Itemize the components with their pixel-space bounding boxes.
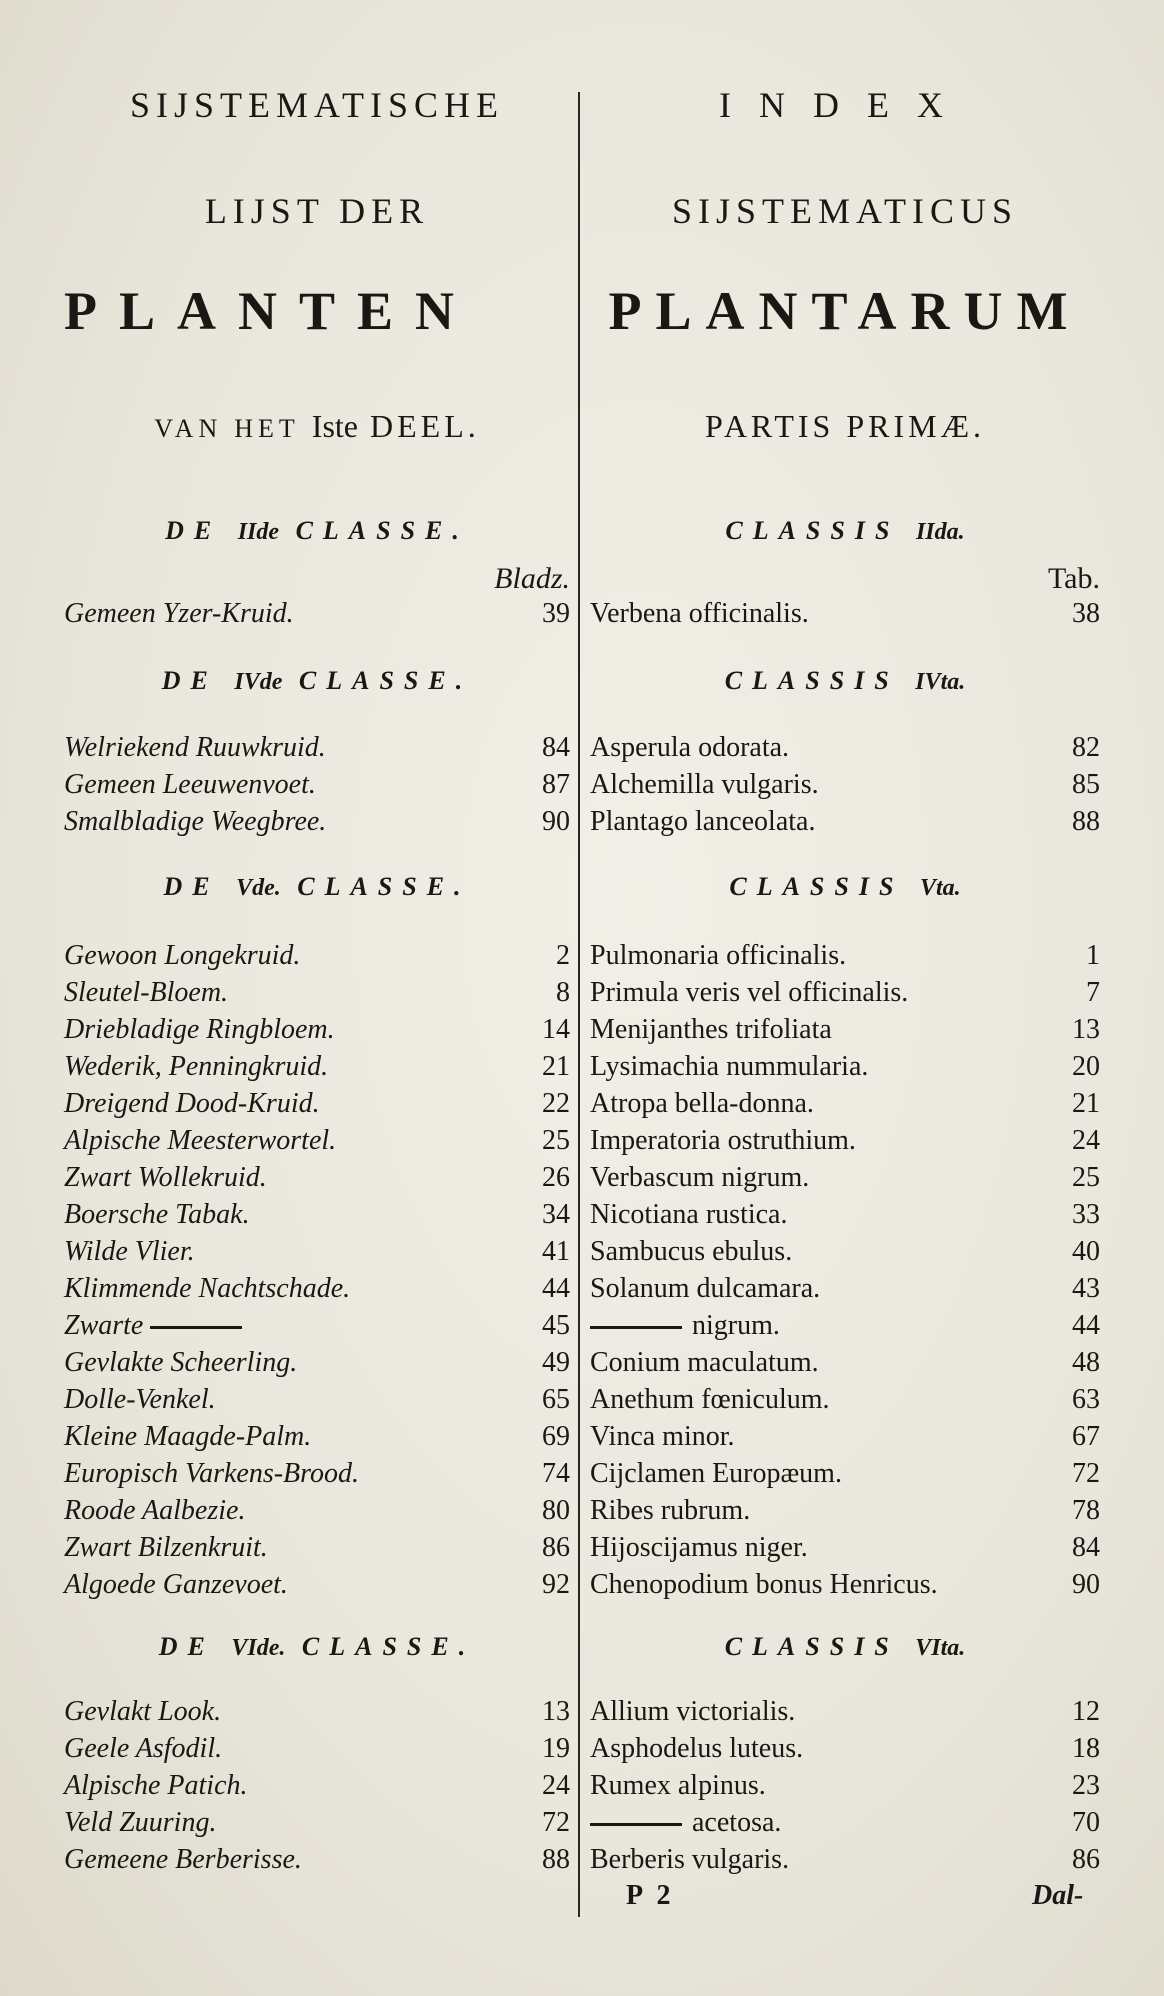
section-ordinal: Vta.	[919, 875, 961, 901]
list-item	[590, 1199, 1100, 1236]
list-item	[64, 1125, 570, 1162]
section-ordinal: IVta.	[915, 669, 966, 695]
section-suffix: CLASSE.	[298, 666, 473, 695]
right-entries-classis-v	[590, 940, 1100, 1606]
list-item	[64, 1770, 570, 1807]
entry-page: 14	[542, 1014, 570, 1045]
list-item	[590, 1569, 1100, 1606]
entry-page: 86	[542, 1532, 570, 1563]
signature-mark: P 2	[626, 1880, 675, 1911]
list-item	[590, 769, 1100, 806]
entry-name: Algoede Ganzevoet.	[64, 1569, 288, 1600]
right-heading-line4: PARTIS PRIMÆ.	[704, 408, 986, 444]
list-item	[590, 1162, 1100, 1199]
entry-page: 18	[1072, 1733, 1100, 1764]
entry-page: 70	[1072, 1807, 1100, 1838]
left-heading-line4	[64, 408, 570, 445]
entry-name: Asperula odorata.	[590, 732, 790, 763]
entry-name: Ribes rubrum.	[590, 1495, 751, 1526]
list-item	[64, 940, 570, 977]
entry-page: 65	[542, 1384, 570, 1415]
right-heading-line2: SIJSTEMATICUS	[671, 191, 1019, 231]
entry-page: 44	[542, 1273, 570, 1304]
list-item	[64, 1421, 570, 1458]
entry-page: 87	[542, 769, 570, 800]
entry-page: 25	[542, 1125, 570, 1156]
entry-page: 48	[1072, 1347, 1100, 1378]
list-item	[590, 1125, 1100, 1162]
catchword: Dal-	[1032, 1880, 1084, 1911]
entry-name: Gevlakt Look.	[64, 1696, 222, 1727]
entry-name: Nicotiana rustica.	[590, 1199, 788, 1230]
entry-name: Geele Asfodil.	[64, 1733, 223, 1764]
left-entries-section-iv	[64, 732, 570, 843]
list-item	[64, 1162, 570, 1199]
list-item	[590, 598, 1100, 635]
section-prefix: CLASSIS	[729, 872, 904, 901]
entry-name: Wilde Vlier.	[64, 1236, 195, 1267]
section-ordinal: VIde.	[231, 1635, 286, 1661]
left-section-heading	[64, 666, 570, 696]
entry-page: 74	[542, 1458, 570, 1489]
left-section-heading	[64, 516, 570, 546]
entry-name: Anethum fœniculum.	[590, 1384, 830, 1415]
entry-page: 49	[542, 1347, 570, 1378]
section-suffix: CLASSE.	[301, 1632, 476, 1661]
list-item	[590, 1051, 1100, 1088]
entry-name: Smalbladige Weegbree.	[64, 806, 327, 837]
entry-page: 88	[542, 1844, 570, 1875]
entry-page: 90	[542, 806, 570, 837]
list-item	[64, 1014, 570, 1051]
left-heading-line1: SIJSTEMATISCHE	[129, 85, 505, 125]
entry-name: Cijclamen Europæum.	[590, 1458, 842, 1489]
entry-page: 26	[542, 1162, 570, 1193]
entry-page: 7	[1086, 977, 1100, 1008]
section-prefix: CLASSIS	[724, 666, 899, 695]
section-prefix: CLASSIS	[725, 516, 900, 545]
entry-page: 84	[542, 732, 570, 763]
list-item	[64, 732, 570, 769]
list-item	[64, 1310, 570, 1347]
list-item	[590, 1014, 1100, 1051]
entry-page: 33	[1072, 1199, 1100, 1230]
entry-name: Verbascum nigrum.	[590, 1162, 810, 1193]
list-item	[590, 1088, 1100, 1125]
right-heading-line1: INDEX	[719, 85, 971, 125]
section-prefix: DE	[163, 872, 220, 901]
entry-name: Zwarte	[64, 1310, 144, 1341]
list-item	[64, 1458, 570, 1495]
entry-page: 84	[1072, 1532, 1100, 1563]
entry-name: Alpische Meesterwortel.	[64, 1125, 337, 1156]
entry-name: Berberis vulgaris.	[590, 1844, 790, 1875]
entry-name: Pulmonaria officinalis.	[590, 940, 847, 971]
entry-page: 1	[1086, 940, 1100, 971]
left-h4-van: VAN	[154, 414, 223, 443]
right-column-head: Tab.	[1047, 562, 1100, 595]
list-item	[64, 1273, 570, 1310]
entry-name: Gevlakte Scheerling.	[64, 1347, 298, 1378]
entry-page: 20	[1072, 1051, 1100, 1082]
list-item	[64, 1384, 570, 1421]
entry-page: 13	[542, 1696, 570, 1727]
list-item	[64, 1844, 570, 1881]
list-item	[590, 806, 1100, 843]
entry-name: Gewoon Longekruid.	[64, 940, 301, 971]
left-h4-het: HET	[234, 414, 300, 443]
entry-name: Atropa bella-donna.	[590, 1088, 814, 1119]
list-item	[64, 1807, 570, 1844]
list-item	[64, 1199, 570, 1236]
entry-page: 38	[1072, 598, 1100, 629]
left-entries-section-ii	[64, 598, 570, 635]
left-section-heading	[64, 1632, 570, 1662]
entry-name: Zwart Bilzenkruit.	[64, 1532, 268, 1563]
entry-name: Rumex alpinus.	[590, 1770, 766, 1801]
list-item	[64, 598, 570, 635]
entry-page: 85	[1072, 769, 1100, 800]
entry-page: 24	[542, 1770, 570, 1801]
entry-name: Dreigend Dood-Kruid.	[64, 1088, 320, 1119]
entry-name: nigrum.	[692, 1310, 780, 1341]
section-prefix: DE	[161, 666, 218, 695]
entry-page: 86	[1072, 1844, 1100, 1875]
ditto-dash	[590, 1823, 682, 1826]
right-section-heading	[590, 666, 1100, 696]
left-h4-part: Iste	[311, 408, 358, 444]
entry-name: Wederik, Penningkruid.	[64, 1051, 329, 1082]
entry-name: Solanum dulcamara.	[590, 1273, 821, 1304]
entry-page: 25	[1072, 1162, 1100, 1193]
entry-page: 34	[542, 1199, 570, 1230]
entry-name: Plantago lanceolata.	[590, 806, 816, 837]
list-item	[590, 1458, 1100, 1495]
list-item	[64, 1051, 570, 1088]
entry-name: Allium victorialis.	[590, 1696, 796, 1727]
column-divider	[578, 92, 580, 1917]
ditto-dash	[150, 1326, 242, 1329]
list-item	[64, 769, 570, 806]
list-item	[590, 1770, 1100, 1807]
entry-page: 72	[1072, 1458, 1100, 1489]
list-item	[590, 977, 1100, 1014]
list-item	[590, 940, 1100, 977]
entry-page: 12	[1072, 1696, 1100, 1727]
list-item	[590, 1696, 1100, 1733]
right-entries-classis-iv	[590, 732, 1100, 843]
entry-name: Verbena officinalis.	[590, 598, 809, 629]
entry-name: Welriekend Ruuwkruid.	[64, 732, 326, 763]
entry-name: Menijanthes trifoliata	[590, 1014, 832, 1045]
entry-page: 80	[542, 1495, 570, 1526]
entry-name: Boersche Tabak.	[64, 1199, 250, 1230]
entry-page: 13	[1072, 1014, 1100, 1045]
right-entries-classis-vi	[590, 1696, 1100, 1881]
entry-page: 78	[1072, 1495, 1100, 1526]
entry-name: Dolle-Venkel.	[64, 1384, 216, 1415]
entry-page: 88	[1072, 806, 1100, 837]
list-item	[64, 977, 570, 1014]
entry-name: Klimmende Nachtschade.	[64, 1273, 351, 1304]
entry-page: 63	[1072, 1384, 1100, 1415]
entry-page: 82	[1072, 732, 1100, 763]
list-item	[64, 1733, 570, 1770]
entry-page: 72	[542, 1807, 570, 1838]
list-item	[64, 1532, 570, 1569]
entry-name: Sleutel-Bloem.	[64, 977, 229, 1008]
entry-page: 43	[1072, 1273, 1100, 1304]
entry-name: Alpische Patich.	[64, 1770, 248, 1801]
left-heading-line3: PLANTEN	[64, 281, 477, 341]
left-h4-deel: DEEL.	[369, 408, 480, 444]
section-suffix: CLASSE.	[297, 872, 471, 901]
list-item	[590, 1421, 1100, 1458]
entry-page: 41	[542, 1236, 570, 1267]
left-column-head: Bladz.	[494, 562, 570, 595]
entry-name: Primula veris vel officinalis.	[590, 977, 909, 1008]
list-item	[590, 1733, 1100, 1770]
right-section-heading	[590, 516, 1100, 546]
list-item	[590, 1310, 1100, 1347]
entry-name: Driebladige Ringbloem.	[64, 1014, 335, 1045]
entry-name: Hijoscijamus niger.	[590, 1532, 808, 1563]
section-suffix: CLASSE.	[295, 516, 469, 545]
list-item	[590, 732, 1100, 769]
entry-name: Chenopodium bonus Henricus.	[590, 1569, 938, 1600]
entry-name: Sambucus ebulus.	[590, 1236, 793, 1267]
list-item	[64, 1696, 570, 1733]
list-item	[590, 1532, 1100, 1569]
entry-name: Gemeen Leeuwenvoet.	[64, 769, 316, 800]
list-item	[64, 1495, 570, 1532]
list-item	[64, 1347, 570, 1384]
entry-name: Kleine Maagde-Palm.	[64, 1421, 312, 1452]
entry-name: Gemeen Yzer-Kruid.	[64, 598, 294, 629]
entry-page: 22	[542, 1088, 570, 1119]
entry-page: 2	[556, 940, 570, 971]
list-item	[590, 1495, 1100, 1532]
left-entries-section-vi	[64, 1696, 570, 1881]
list-item	[590, 1807, 1100, 1844]
list-item	[64, 1569, 570, 1606]
entry-page: 39	[542, 598, 570, 629]
section-ordinal: VIta.	[915, 1635, 966, 1661]
right-entries-classis-ii	[590, 598, 1100, 635]
entry-name: Roode Aalbezie.	[64, 1495, 246, 1526]
list-item	[64, 1236, 570, 1273]
entry-name: Lysimachia nummularia.	[590, 1051, 869, 1082]
entry-name: Imperatoria ostruthium.	[590, 1125, 856, 1156]
left-entries-section-v	[64, 940, 570, 1606]
list-item	[590, 1236, 1100, 1273]
entry-page: 19	[542, 1733, 570, 1764]
list-item	[590, 1347, 1100, 1384]
entry-name: acetosa.	[692, 1807, 782, 1838]
list-item	[590, 1384, 1100, 1421]
entry-name: Gemeene Berberisse.	[64, 1844, 302, 1875]
entry-name: Zwart Wollekruid.	[64, 1162, 267, 1193]
right-section-heading	[590, 1632, 1100, 1662]
entry-name: Conium maculatum.	[590, 1347, 819, 1378]
section-ordinal: IIda.	[915, 519, 965, 545]
section-ordinal: IVde	[234, 669, 283, 695]
entry-name: Veld Zuuring.	[64, 1807, 217, 1838]
entry-page: 69	[542, 1421, 570, 1452]
left-heading-line2: LIJST DER	[204, 191, 430, 231]
entry-page: 44	[1072, 1310, 1100, 1341]
section-prefix: DE	[165, 516, 222, 545]
left-section-heading	[64, 872, 570, 902]
entry-page: 90	[1072, 1569, 1100, 1600]
entry-name: Vinca minor.	[590, 1421, 735, 1452]
entry-page: 92	[542, 1569, 570, 1600]
section-ordinal: IIde	[237, 519, 280, 545]
right-heading-line3: PLANTARUM	[608, 281, 1082, 341]
section-prefix: CLASSIS	[724, 1632, 899, 1661]
list-item	[64, 1088, 570, 1125]
entry-page: 21	[1072, 1088, 1100, 1119]
ditto-dash	[590, 1326, 682, 1329]
list-item	[590, 1844, 1100, 1881]
entry-name: Europisch Varkens-Brood.	[64, 1458, 359, 1489]
entry-page: 24	[1072, 1125, 1100, 1156]
list-item	[64, 806, 570, 843]
section-ordinal: Vde.	[236, 875, 281, 901]
entry-page: 67	[1072, 1421, 1100, 1452]
entry-page: 8	[556, 977, 570, 1008]
section-prefix: DE	[158, 1632, 215, 1661]
entry-name: Alchemilla vulgaris.	[590, 769, 819, 800]
right-section-heading	[590, 872, 1100, 902]
entry-page: 40	[1072, 1236, 1100, 1267]
list-item	[590, 1273, 1100, 1310]
entry-name: Asphodelus luteus.	[590, 1733, 804, 1764]
entry-page: 21	[542, 1051, 570, 1082]
entry-page: 23	[1072, 1770, 1100, 1801]
entry-page: 45	[542, 1310, 570, 1341]
